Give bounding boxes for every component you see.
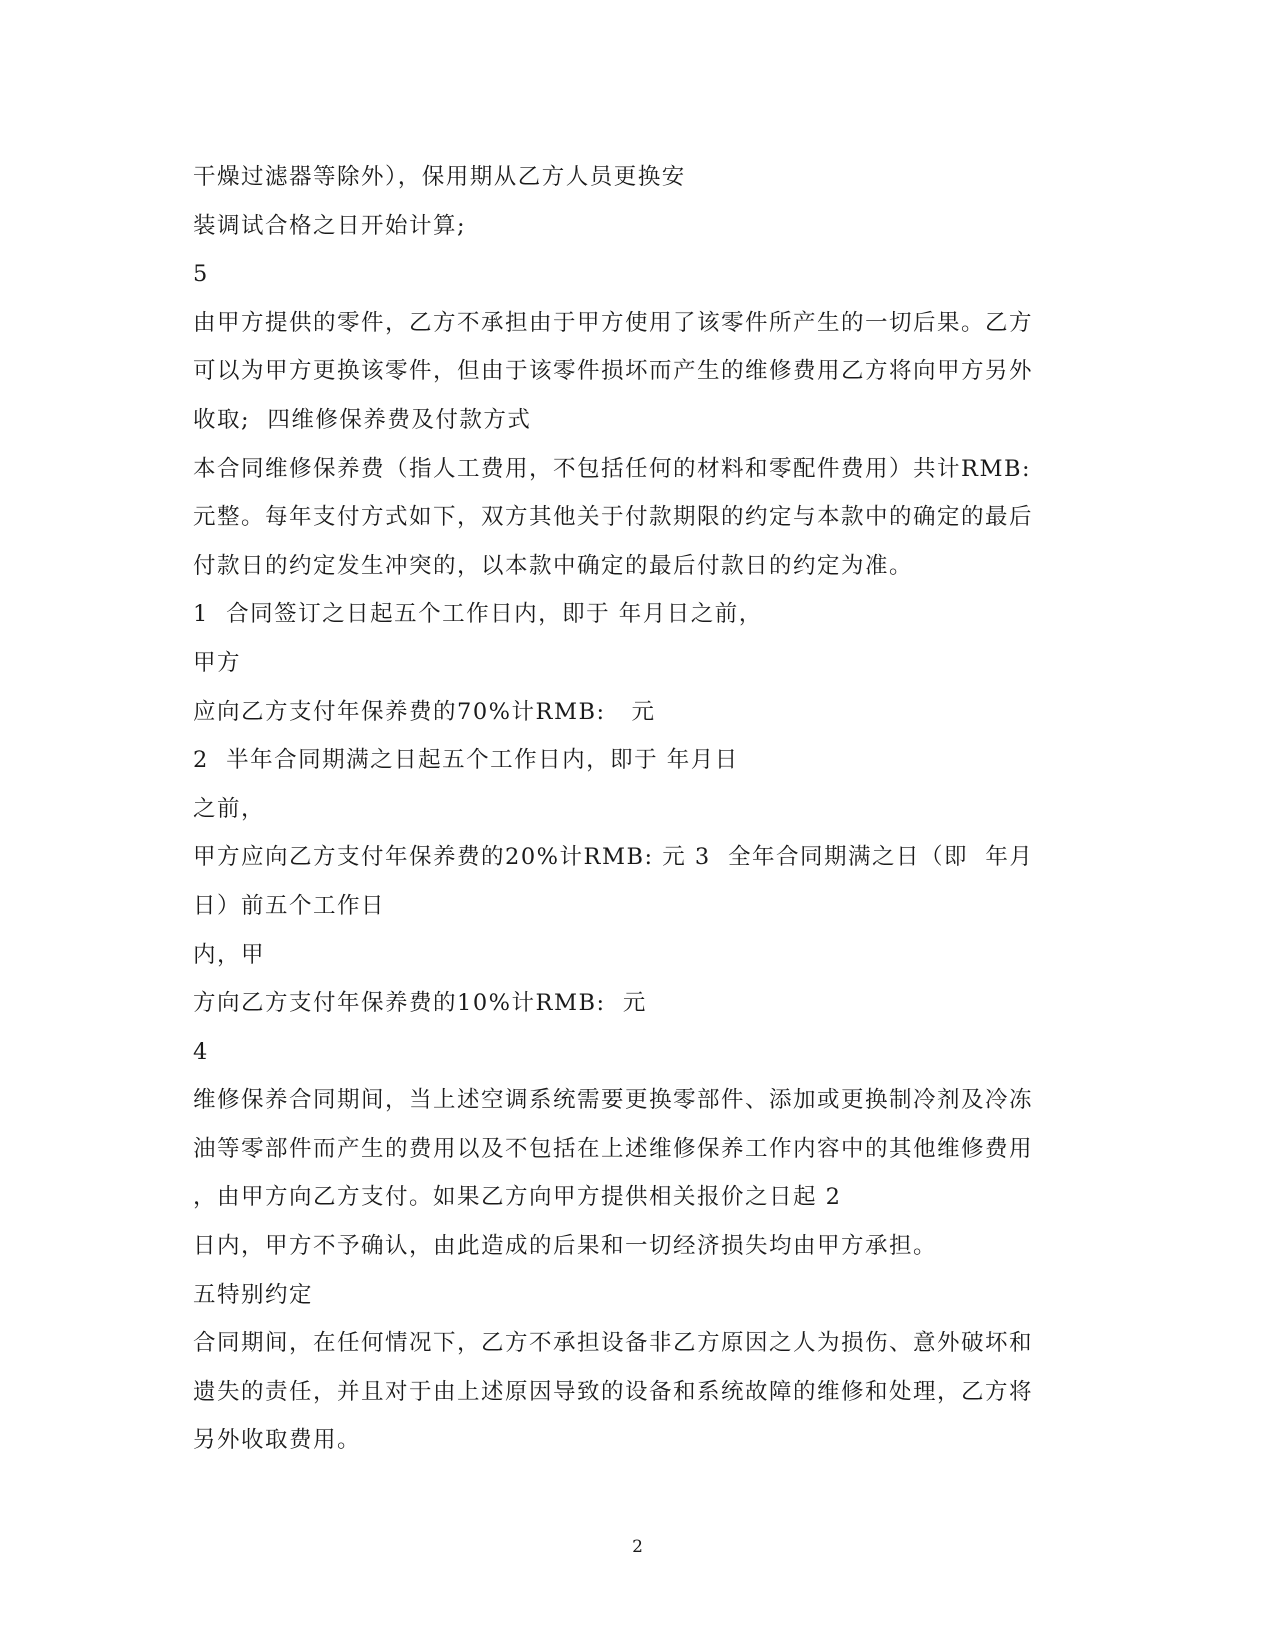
- payment-item-line: 1 合同签订之日起五个工作日内，即于 年月日之前，: [193, 601, 763, 628]
- text-line: 遗失的责任，并且对于由上述原因导致的设备和系统故障的维修和处理，乙方将: [193, 1378, 1034, 1405]
- text-line: 由甲方提供的零件，乙方不承担由于甲方使用了该零件所产生的一切后果。乙方: [193, 309, 1034, 336]
- text-line: 油等零部件而产生的费用以及不包括在上述维修保养工作内容中的其他维修费用: [193, 1135, 1034, 1162]
- text-line: 方向乙方支付年保养费的10%计RMB: 元: [193, 990, 647, 1017]
- clause-number: 4: [193, 1038, 209, 1065]
- text-line: 甲方: [193, 649, 242, 676]
- text-line: 之前，: [193, 795, 266, 822]
- text-line: 另外收取费用。: [193, 1427, 362, 1454]
- text-line: 元整。每年支付方式如下，双方其他关于付款期限的约定与本款中的确定的最后: [193, 504, 1034, 531]
- contract-body: [193, 153, 1093, 1465]
- text-line: 维修保养合同期间，当上述空调系统需要更换零部件、添加或更换制冷剂及冷冻: [193, 1087, 1034, 1114]
- text-line: 内，甲: [193, 941, 266, 968]
- text-line: 日内，甲方不予确认，由此造成的后果和一切经济损失均由甲方承担。: [193, 1233, 938, 1260]
- text-line: 应向乙方支付年保养费的70%计RMB: 元: [193, 698, 656, 725]
- text-line: ，由甲方向乙方支付。如果乙方向甲方提供相关报价之日起 2: [193, 1184, 842, 1211]
- section-heading: 五特别约定: [193, 1281, 314, 1308]
- text-line: 付款日的约定发生冲突的，以本款中确定的最后付款日的约定为准。: [193, 552, 914, 579]
- clause-number: 5: [193, 261, 209, 288]
- payment-item-line: 甲方应向乙方支付年保养费的20%计RMB: 元 3 全年合同期满之日（即 年月: [193, 844, 1034, 871]
- text-line: 合同期间，在任何情况下，乙方不承担设备非乙方原因之人为损伤、意外破坏和: [193, 1330, 1034, 1357]
- text-line: 干燥过滤器等除外），保用期从乙方人员更换安: [193, 164, 686, 190]
- text-line: 本合同维修保养费（指人工费用，不包括任何的材料和零配件费用）共计RMB:: [193, 455, 1032, 482]
- text-line: 日）前五个工作日: [193, 892, 386, 919]
- section-heading-line: 收取; 四维修保养费及付款方式: [193, 406, 532, 433]
- text-line: 可以为甲方更换该零件，但由于该零件损坏而产生的维修费用乙方将向甲方另外: [193, 358, 1034, 385]
- text-line: 装调试合格之日开始计算;: [193, 212, 467, 239]
- payment-item-line: 2 半年合同期满之日起五个工作日内，即于 年月日: [193, 747, 739, 774]
- page-number: 2: [632, 1537, 643, 1557]
